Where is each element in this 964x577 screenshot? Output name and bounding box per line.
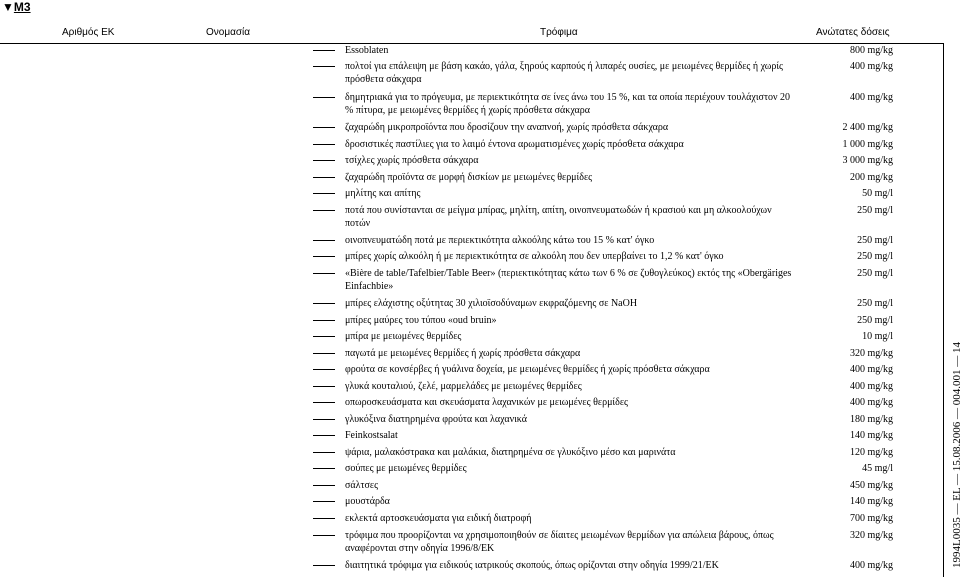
row-dash (313, 97, 335, 98)
row-dash (313, 518, 335, 519)
row-foodstuff: ποτά που συνίστανται σε μείγμα μπίρας, μηλίτη, απίτη, οινοπνευματωδών ή κρασιού και μη αλκοολούχων ποτών (345, 205, 772, 229)
row-max-dose: 250 mg/l (857, 298, 893, 309)
row-max-dose: 120 mg/kg (849, 447, 893, 458)
row-dash (313, 66, 335, 67)
row-foodstuff: γλυκόξινα διατηρημένα φρούτα και λαχανικά (345, 414, 527, 425)
row-max-dose: 800 mg/kg (849, 45, 893, 56)
row-foodstuff: δροσιστικές παστίλιες για το λαιμό έντονα αρωματισμένες χωρίς πρόσθετα σάκχαρα (345, 139, 684, 150)
row-dash (313, 256, 335, 257)
row-foodstuff: δημητριακά για το πρόγευμα, με περιεκτικότητα σε ίνες άνω του 15 %, και τα οποία περιέχουν τουλάχιστον 20 % πίτυρα, με μειωμένες θερμίδες ή χωρίς πρόσθετα σάκχαρα (345, 92, 790, 116)
row-max-dose: 250 mg/l (857, 268, 893, 279)
row-max-dose: 200 mg/kg (849, 172, 893, 183)
row-max-dose: 320 mg/kg (849, 530, 893, 541)
row-dash (313, 369, 335, 370)
row-dash (313, 565, 335, 566)
row-foodstuff: μπίρα με μειωμένες θερμίδες (345, 331, 462, 342)
row-max-dose: 400 mg/kg (849, 560, 893, 571)
row-dash (313, 320, 335, 321)
row-max-dose: 1 000 mg/kg (842, 139, 893, 150)
row-max-dose: 400 mg/kg (849, 92, 893, 103)
row-foodstuff: ζαχαρώδη προϊόντα σε μορφή δισκίων με μειωμένες θερμίδες (345, 172, 593, 183)
row-foodstuff: ζαχαρώδη μικροπροϊόντα που δροσίζουν την αναπνοή, χωρίς πρόσθετα σάκχαρα (345, 122, 669, 133)
row-dash (313, 210, 335, 211)
row-foodstuff: μπίρες μαύρες του τύπου «oud bruin» (345, 315, 497, 326)
row-dash (313, 353, 335, 354)
row-dash (313, 177, 335, 178)
row-foodstuff: Feinkostsalat (345, 430, 398, 441)
row-dash (313, 485, 335, 486)
row-dash (313, 419, 335, 420)
row-max-dose: 50 mg/l (862, 188, 893, 199)
header-name: Ονομασία (206, 27, 251, 38)
row-dash (313, 386, 335, 387)
row-max-dose: 320 mg/kg (849, 348, 893, 359)
row-dash (313, 535, 335, 536)
row-max-dose: 2 400 mg/kg (842, 122, 893, 133)
amendment-marker-label: M3 (13, 0, 31, 14)
row-dash (313, 240, 335, 241)
row-foodstuff: πολτοί για επάλειψη με βάση κακάο, γάλα, ξηρούς καρπούς ή λιπαρές ουσίες, με μειωμένες θερμίδες ή χωρίς πρόσθετα σάκχαρα (345, 61, 784, 85)
row-foodstuff: παγωτά με μειωμένες θερμίδες ή χωρίς πρόσθετα σάκχαρα (345, 348, 581, 359)
row-foodstuff: «Bière de table/Tafelbier/Table Beer» (περιεκτικότητας κάτω των 6 % σε ζυθογλεύκος) εκτός της «Obergäriges Einfachbie» (345, 268, 792, 292)
row-max-dose: 250 mg/l (857, 235, 893, 246)
row-foodstuff: μπίρες ελάχιστης οξύτητας 30 χιλιοϊσοδύναμων εκφραζόμενης σε NaOH (345, 298, 638, 309)
row-foodstuff: τσίχλες χωρίς πρόσθετα σάκχαρα (345, 155, 479, 166)
row-foodstuff: φρούτα σε κονσέρβες ή γυάλινα δοχεία, με μειωμένες θερμίδες ή χωρίς πρόσθετα σάκχαρα (345, 364, 710, 375)
row-max-dose: 400 mg/kg (849, 364, 893, 375)
row-max-dose: 140 mg/kg (849, 496, 893, 507)
row-foodstuff: σούπες με μειωμένες θερμίδες (345, 463, 467, 474)
row-dash (313, 50, 335, 51)
row-max-dose: 3 000 mg/kg (842, 155, 893, 166)
row-dash (313, 435, 335, 436)
header-ec-number: Αριθμός ΕΚ (62, 27, 115, 38)
row-max-dose: 250 mg/l (857, 251, 893, 262)
row-foodstuff: τρόφιμα που προορίζονται να χρησιμοποιηθούν σε δίαιτες μειωμένων θερμίδων για απώλεια βάρους, όπως αναφέρονται στην οδηγία 1996/8/ΕΚ (345, 530, 774, 554)
row-foodstuff: εκλεκτά αρτοσκευάσματα για ειδική διατροφή (345, 513, 532, 524)
row-dash (313, 468, 335, 469)
header-max-dose: Ανώτατες δόσεις (816, 27, 890, 38)
row-max-dose: 10 mg/l (862, 331, 893, 342)
row-foodstuff: ψάρια, μαλακόστρακα και μαλάκια, διατηρημένα σε γλυκόξινο μέσο και μαρινάτα (345, 447, 676, 458)
row-dash (313, 273, 335, 274)
row-foodstuff: διαιτητικά τρόφιμα για ειδικούς ιατρικούς σκοπούς, όπως ορίζονται στην οδηγία 1999/21/ΕΚ (345, 560, 719, 571)
row-dash (313, 452, 335, 453)
row-max-dose: 180 mg/kg (849, 414, 893, 425)
row-dash (313, 127, 335, 128)
row-dash (313, 160, 335, 161)
row-dash (313, 501, 335, 502)
row-max-dose: 450 mg/kg (849, 480, 893, 491)
row-dash (313, 402, 335, 403)
row-foodstuff: σάλτσες (345, 480, 379, 491)
row-foodstuff: μουστάρδα (345, 496, 390, 507)
row-foodstuff: μπίρες χωρίς αλκοόλη ή με περιεκτικότητα σε αλκοόλη που δεν υπερβαίνει το 1,2 % κατ' όγκο (345, 251, 724, 262)
row-max-dose: 700 mg/kg (849, 513, 893, 524)
row-foodstuff: μηλίτης και απίτης (345, 188, 421, 199)
row-foodstuff: οινοπνευματώδη ποτά με περιεκτικότητα αλκοόλης κάτω του 15 % κατ' όγκο (345, 235, 655, 246)
row-max-dose: 400 mg/kg (849, 61, 893, 72)
document-reference: 1994L0035 — EL — 15.08.2006 — 004.001 — 14 (951, 342, 963, 568)
row-max-dose: 250 mg/l (857, 315, 893, 326)
row-dash (313, 336, 335, 337)
row-max-dose: 400 mg/kg (849, 397, 893, 408)
row-foodstuff: Essoblaten (345, 45, 389, 56)
header-foodstuffs: Τρόφιμα (540, 27, 578, 38)
amendment-marker (2, 0, 31, 14)
table-header (0, 27, 935, 41)
row-dash (313, 144, 335, 145)
row-max-dose: 400 mg/kg (849, 381, 893, 392)
row-dash (313, 193, 335, 194)
row-max-dose: 250 mg/l (857, 205, 893, 216)
row-max-dose: 140 mg/kg (849, 430, 893, 441)
row-foodstuff: οπωροσκευάσματα και σκευάσματα λαχανικών με μειωμένες θερμίδες (345, 397, 628, 408)
row-dash (313, 303, 335, 304)
marker-arrow-icon: ▼ (2, 0, 14, 14)
row-max-dose: 45 mg/l (862, 463, 893, 474)
row-foodstuff: γλυκά κουταλιού, ζελέ, μαρμελάδες με μειωμένες θερμίδες (345, 381, 582, 392)
